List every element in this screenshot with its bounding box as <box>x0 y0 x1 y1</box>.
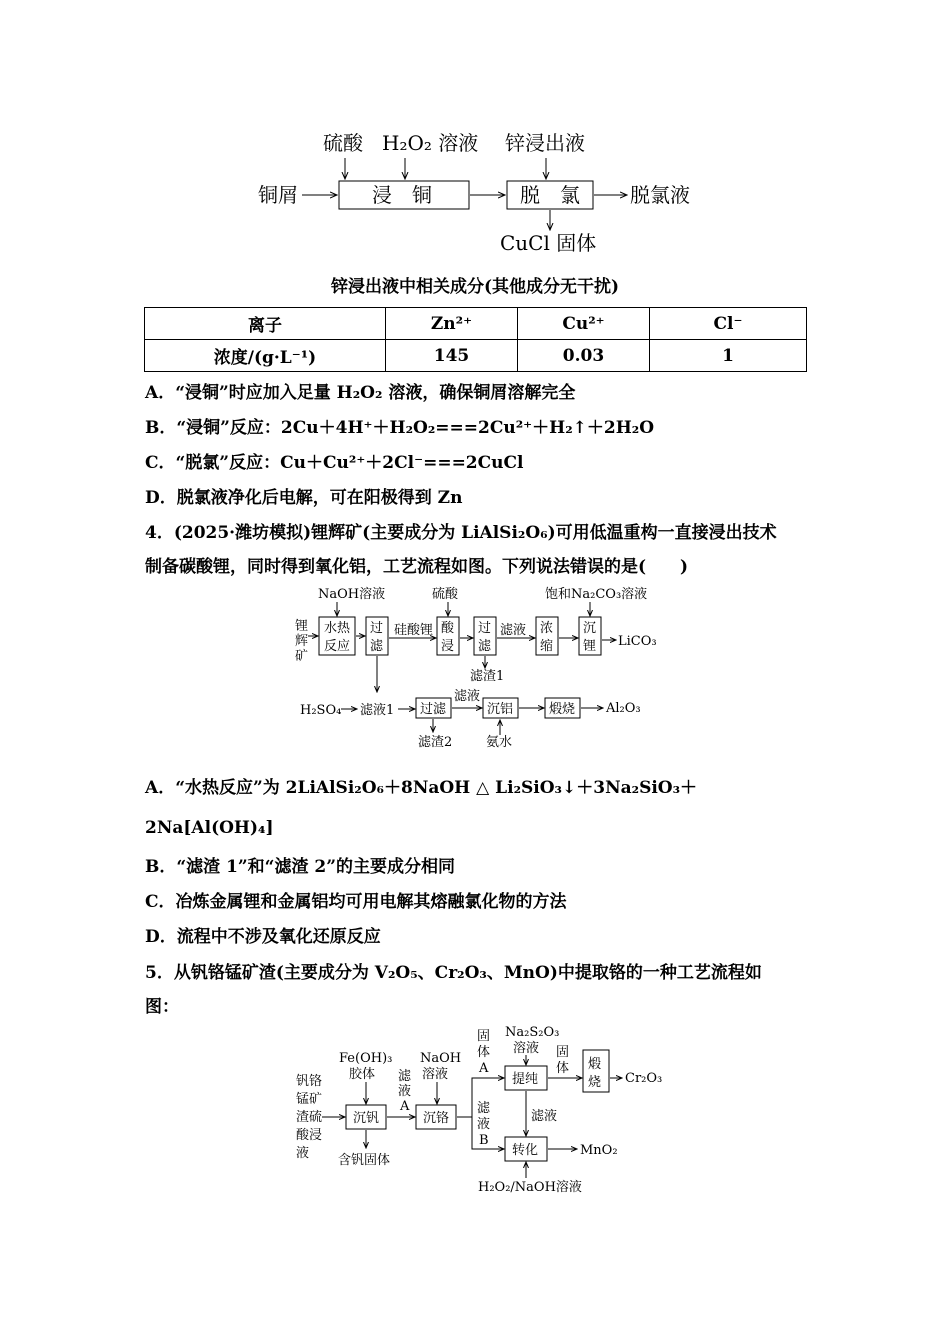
q3-option-a: A．“浸铜”时应加入足量 H₂O₂ 溶液，确保铜屑溶解完全 <box>145 383 576 403</box>
label-filtrate-b-3: B <box>479 1133 489 1148</box>
box-precip-cr: 沉铬 <box>423 1111 450 1126</box>
label-feed-1: 钒铬 <box>296 1074 323 1089</box>
q4-option-a-line1: A．“水热反应”为 2LiAlSi₂O₆＋8NaOH △ Li₂SiO₃↓＋3Na₂SiO₃＋ <box>145 778 698 798</box>
value-cl: 1 <box>650 340 807 372</box>
label-naoh: NaOH <box>420 1051 462 1066</box>
label-filtrate-a-1: 滤 <box>398 1069 412 1084</box>
header-zn: Zn²⁺ <box>386 308 518 340</box>
label-residue-2: 滤渣2 <box>418 735 453 750</box>
table-caption: 锌浸出液中相关成分(其他成分无干扰) <box>330 277 620 297</box>
feed-copper-scrap: 铜屑 <box>258 183 298 207</box>
label-feed-2: 锰矿 <box>296 1092 323 1107</box>
row-label-concentration: 浓度/(g·L⁻¹) <box>145 340 386 372</box>
label-na2s2o3: Na₂S₂O₃ <box>505 1025 560 1040</box>
label-colloid: 胶体 <box>349 1067 376 1082</box>
q4-option-b: B．“滤渣 1”和“滤渣 2”的主要成分相同 <box>145 857 455 877</box>
input-acid-label: 硫酸 <box>323 131 363 155</box>
q5-stem-line1: 5．从钒铬锰矿渣(主要成分为 V₂O₅、Cr₂O₃、MnO)中提取铬的一种工艺流程如 <box>145 963 762 983</box>
label-cr2o3: Cr₂O₃ <box>625 1071 663 1086</box>
label-filtrate: 滤液 <box>500 623 527 638</box>
box-acid-leach-1: 酸 <box>441 621 455 636</box>
label-v-solid: 含钒固体 <box>338 1153 391 1168</box>
box-hydrothermal-1: 水热 <box>324 621 351 636</box>
value-cu: 0.03 <box>518 340 650 372</box>
label-ammonia: 氨水 <box>486 735 513 750</box>
box-filter3: 过滤 <box>420 702 447 717</box>
label-filtrate-b-2: 液 <box>477 1117 491 1132</box>
box-filter2-1: 过 <box>478 621 492 636</box>
box-concentrate-2: 缩 <box>540 639 554 654</box>
q4-stem-line1: 4．(2025·潍坊模拟)锂辉矿(主要成分为 LiAlSi₂O₆)可用低温重构一直接浸出技术 <box>145 523 777 543</box>
table-row <box>145 340 807 372</box>
label-mno2: MnO₂ <box>580 1143 618 1158</box>
box-filter2-2: 滤 <box>478 639 492 654</box>
box-calcine-2: 烧 <box>588 1075 602 1090</box>
box-concentrate-1: 浓 <box>540 621 554 636</box>
flow-diagram-chromium <box>0 1020 950 1200</box>
header-cl: Cl⁻ <box>650 308 807 340</box>
label-filtrate-3: 滤液 <box>531 1109 558 1124</box>
box-leach-copper-label: 浸 铜 <box>372 183 432 207</box>
input-zinc-leach-label: 锌浸出液 <box>505 131 585 155</box>
label-li-carbonate: LiCO₃ <box>618 634 657 649</box>
label-feed-5: 液 <box>296 1146 310 1161</box>
label-lithium-silicate: 硅酸锂 <box>394 623 434 638</box>
label-filtrate-a-2: 液 <box>398 1084 412 1099</box>
label-feed-4: 酸浸 <box>296 1128 323 1143</box>
flow-diagram-lithium <box>0 580 950 755</box>
label-al2o3: Al₂O₃ <box>606 701 641 716</box>
q3-option-d: D．脱氯液净化后电解，可在阳极得到 Zn <box>145 488 463 508</box>
label-h2o2-naoh: H₂O₂/NaOH溶液 <box>478 1180 582 1195</box>
label-solid-2: 体 <box>556 1061 570 1076</box>
box-filter1-1: 过 <box>370 621 384 636</box>
label-h2so4: H₂SO₄ <box>300 703 342 718</box>
label-sulfuric-acid: 硫酸 <box>432 587 459 602</box>
label-ore-1: 锂 <box>295 619 309 634</box>
q4-option-d: D．流程中不涉及氧化还原反应 <box>145 927 381 947</box>
label-solid-a-3: A <box>479 1061 489 1076</box>
label-sat-na2co3: 饱和Na₂CO₃溶液 <box>545 587 648 602</box>
header-cu: Cu²⁺ <box>518 308 650 340</box>
box-precip-li-1: 沉 <box>583 621 597 636</box>
box-calcine-1: 煅 <box>588 1057 602 1072</box>
box-dechlorination-label: 脱 氯 <box>520 183 580 207</box>
label-filtrate-a-3: A <box>400 1099 410 1114</box>
q5-stem-line2: 图： <box>145 997 179 1017</box>
label-solid-a-1: 固 <box>477 1029 491 1044</box>
label-filtrate-1: 滤液1 <box>360 703 395 718</box>
q3-option-b: B．“浸铜”反应：2Cu＋4H⁺＋H₂O₂===2Cu²⁺＋H₂↑＋2H₂O <box>145 418 655 438</box>
label-ore-2: 辉 <box>295 634 309 649</box>
output-dechlorinated-liquid: 脱氯液 <box>630 183 690 207</box>
box-convert: 转化 <box>512 1143 539 1158</box>
table-header-row <box>145 308 807 340</box>
box-calcine: 煅烧 <box>549 702 576 717</box>
box-filter1-2: 滤 <box>370 639 384 654</box>
label-feed-3: 渣硫 <box>296 1110 323 1125</box>
box-acid-leach-2: 浸 <box>441 639 455 654</box>
value-zn: 145 <box>386 340 518 372</box>
box-precip-v: 沉钒 <box>353 1111 380 1126</box>
q4-option-a-line2: 2Na[Al(OH)₄] <box>145 818 274 838</box>
q3-option-c: C．“脱氯”反应：Cu＋Cu²⁺＋2Cl⁻===2CuCl <box>145 453 524 473</box>
box-hydrothermal-2: 反应 <box>324 639 351 654</box>
label-solid-1: 固 <box>556 1045 570 1060</box>
ion-concentration-table <box>144 307 807 372</box>
label-na2s2o3-solution: 溶液 <box>513 1041 540 1056</box>
flow-diagram-copper <box>0 120 950 265</box>
label-residue-1: 滤渣1 <box>470 669 505 684</box>
label-filtrate-b-1: 滤 <box>477 1101 491 1116</box>
label-naoh-solution-2: 溶液 <box>422 1067 449 1082</box>
header-ion: 离子 <box>145 308 386 340</box>
output-cucl-solid: CuCl 固体 <box>500 231 597 255</box>
label-naoh-solution: NaOH溶液 <box>318 587 386 602</box>
box-precip-al: 沉铝 <box>487 702 514 717</box>
label-feoh3: Fe(OH)₃ <box>339 1051 393 1066</box>
box-purify: 提纯 <box>512 1072 539 1087</box>
input-h2o2-label: H₂O₂ 溶液 <box>382 131 479 155</box>
box-precip-li-2: 锂 <box>583 639 597 654</box>
label-ore-3: 矿 <box>295 649 309 664</box>
q4-option-c: C．冶炼金属锂和金属铝均可用电解其熔融氯化物的方法 <box>145 892 567 912</box>
label-filtrate-2: 滤液 <box>454 689 481 704</box>
q4-stem-line2: 制备碳酸锂，同时得到氧化铝，工艺流程如图。下列说法错误的是( ) <box>145 557 689 577</box>
label-solid-a-2: 体 <box>477 1045 491 1060</box>
